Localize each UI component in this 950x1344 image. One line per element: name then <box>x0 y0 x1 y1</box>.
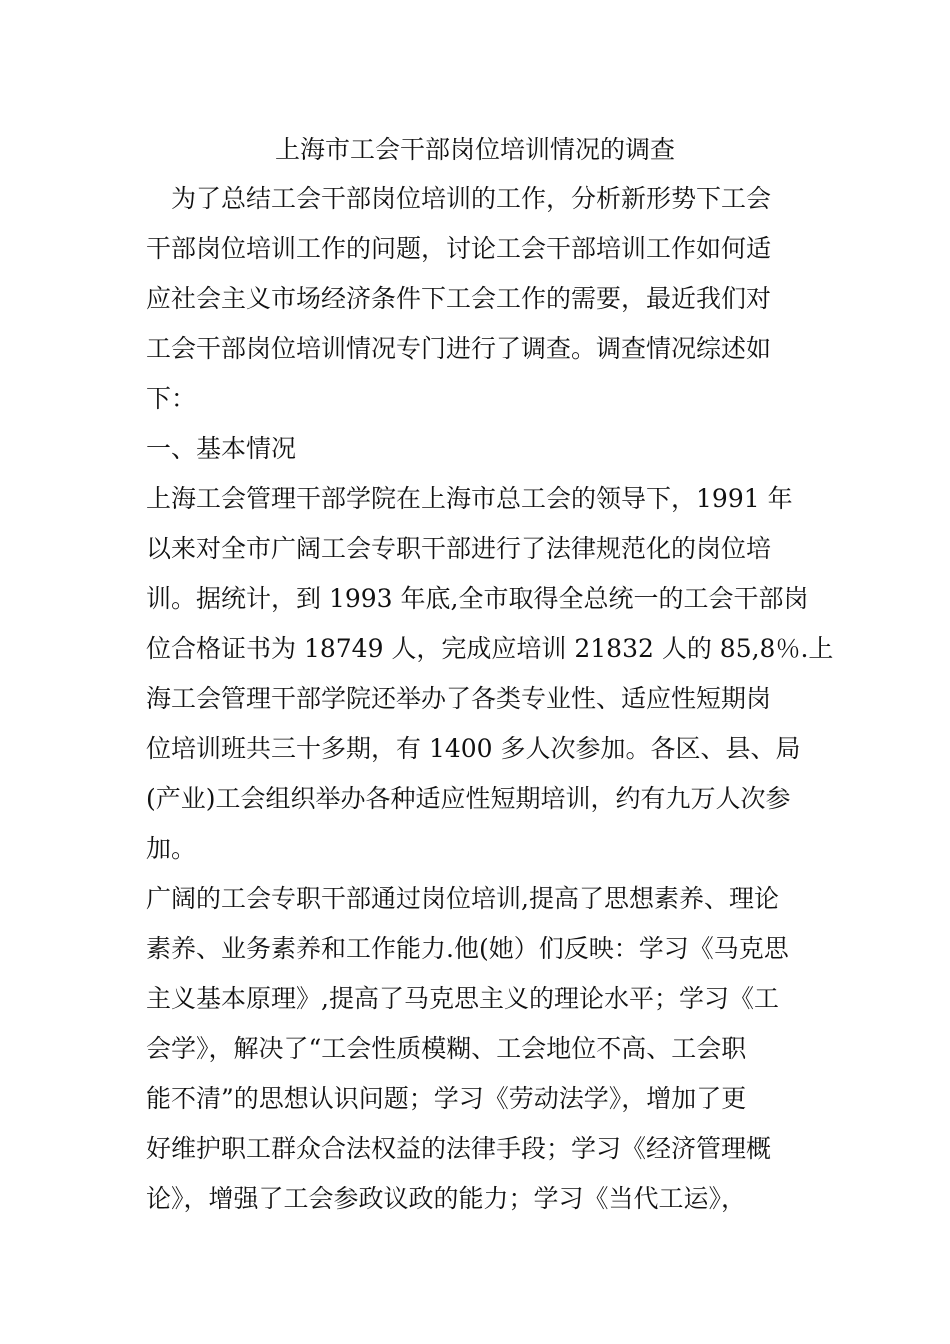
text-line: 会学》，解决了“工会性质模糊、工会地位不高、工会职 <box>146 1034 747 1063</box>
text-line: 加。 <box>146 834 197 863</box>
text-line: 广阔的工会专职干部通过岗位培训,提高了思想素养、理论 <box>146 884 779 913</box>
text-line: 应社会主义市场经济条件下工会工作的需要，最近我们对 <box>146 284 772 313</box>
document-title: 上海市工会干部岗位培训情况的调查 <box>274 135 675 164</box>
text-line: 好维护职工群众合法权益的法律手段；学习《经济管理概 <box>146 1134 772 1163</box>
text-line: 论》，增强了工会参政议政的能力；学习《当代工运》， <box>146 1184 747 1213</box>
text-line: 下： <box>146 384 197 413</box>
text-line: 海工会管理干部学院还举办了各类专业性、适应性短期岗 <box>146 684 772 713</box>
text-line: 素养、业务素养和工作能力.他(她）们反映：学习《马克思 <box>146 934 789 963</box>
text-line: 上海工会管理干部学院在上海市总工会的领导下，1991 年 <box>146 484 793 513</box>
text-line: (产业)工会组织举办各种适应性短期培训，约有九万人次参 <box>146 784 791 813</box>
text-line: 位培训班共三十多期，有 1400 多人次参加。各区、县、局 <box>146 734 801 763</box>
text-line: 干部岗位培训工作的问题，讨论工会干部培训工作如何适 <box>146 234 772 263</box>
text-line: 位合格证书为 18749 人，完成应培训 21832 人的 85,8％.上 <box>146 634 834 663</box>
text-line: 以来对全市广阔工会专职干部进行了法律规范化的岗位培 <box>146 534 772 563</box>
text-line: 为了总结工会干部岗位培训的工作，分析新形势下工会 <box>146 184 772 213</box>
text-line: 主义基本原理》,提高了马克思主义的理论水平；学习《工 <box>146 984 779 1013</box>
document-body <box>146 174 834 1224</box>
text-line: 工会干部岗位培训情况专门进行了调查。调查情况综述如 <box>146 334 772 363</box>
text-line: 能不清”的思想认识问题；学习《劳动法学》，增加了更 <box>146 1084 747 1113</box>
text-line: 训。据统计，到 1993 年底,全市取得全总统一的工会干部岗 <box>146 584 809 613</box>
section-heading: 一、基本情况 <box>146 434 297 463</box>
